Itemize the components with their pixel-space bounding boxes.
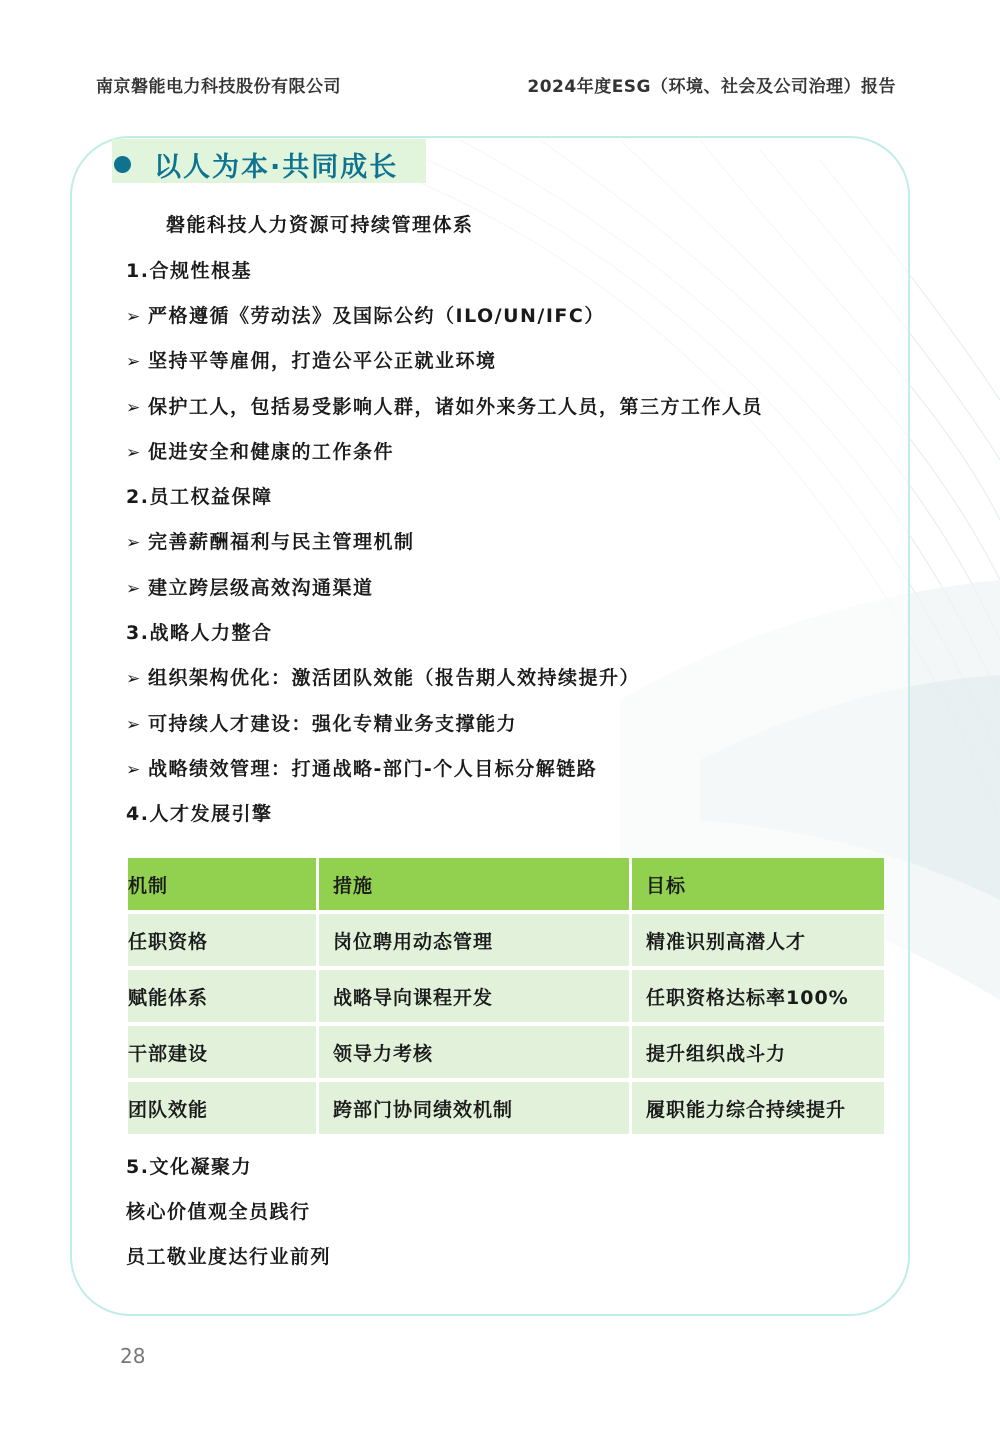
subtitle: 磐能科技人力资源可持续管理体系 [166,214,474,236]
bullet-dot-icon [114,156,131,173]
bullet-item: ➢ 坚持平等雇佣，打造公平公正就业环境 [126,350,497,372]
talent-development-table [128,858,884,1138]
section-heading-5: 5.文化凝聚力 [126,1156,252,1178]
report-title: 2024年度ESG（环境、社会及公司治理）报告 [527,77,896,97]
page-number: 28 [120,1344,146,1368]
section-heading-2: 2.员工权益保障 [126,486,273,508]
table-cell: 领导力考核 [319,1026,632,1082]
table-cell: 履职能力综合持续提升 [632,1082,884,1138]
arrow-bullet-icon: ➢ [126,669,142,689]
table-row [128,1026,884,1082]
section-title: 以人为本·共同成长 [154,152,399,183]
table-header-row [128,858,884,914]
arrow-bullet-icon: ➢ [126,760,142,780]
table-cell: 任职资格 [128,914,319,970]
bullet-item: ➢ 组织架构优化：激活团队效能（报告期人效持续提升） [126,667,641,689]
table-header-cell: 措施 [319,858,632,914]
table-cell: 任职资格达标率100% [632,970,884,1026]
table-cell: 精准识别高潜人才 [632,914,884,970]
arrow-bullet-icon: ➢ [126,715,142,735]
table-cell: 团队效能 [128,1082,319,1138]
bullet-item: ➢ 战略绩效管理：打通战略-部门-个人目标分解链路 [126,758,598,780]
table-header-cell: 机制 [128,858,319,914]
arrow-bullet-icon: ➢ [126,579,142,599]
table-row [128,1082,884,1138]
section-heading-1: 1.合规性根基 [126,260,252,282]
arrow-bullet-icon: ➢ [126,398,142,418]
bullet-item: ➢ 建立跨层级高效沟通渠道 [126,577,374,599]
table-header-cell: 目标 [632,858,884,914]
table-cell: 赋能体系 [128,970,319,1026]
company-name: 南京磐能电力科技股份有限公司 [96,77,341,97]
table-row [128,914,884,970]
bullet-item: ➢ 可持续人才建设：强化专精业务支撑能力 [126,713,518,735]
bullet-item: ➢ 严格遵循《劳动法》及国际公约（ILO/UN/IFC） [126,305,605,327]
table-cell: 岗位聘用动态管理 [319,914,632,970]
bullet-item: ➢ 保护工人，包括易受影响人群，诸如外来务工人员，第三方工作人员 [126,396,764,418]
section-heading-4: 4.人才发展引擎 [126,803,273,825]
bullet-item: ➢ 促进安全和健康的工作条件 [126,441,395,463]
table-row [128,970,884,1026]
arrow-bullet-icon: ➢ [126,533,142,553]
section-heading-3: 3.战略人力整合 [126,622,273,644]
arrow-bullet-icon: ➢ [126,443,142,463]
table-cell: 战略导向课程开发 [319,970,632,1026]
arrow-bullet-icon: ➢ [126,352,142,372]
arrow-bullet-icon: ➢ [126,307,142,327]
table-cell: 干部建设 [128,1026,319,1082]
culture-line: 员工敬业度达行业前列 [126,1246,332,1268]
table-cell: 跨部门协同绩效机制 [319,1082,632,1138]
culture-line: 核心价值观全员践行 [126,1201,311,1223]
bullet-item: ➢ 完善薪酬福利与民主管理机制 [126,531,415,553]
table-cell: 提升组织战斗力 [632,1026,884,1082]
